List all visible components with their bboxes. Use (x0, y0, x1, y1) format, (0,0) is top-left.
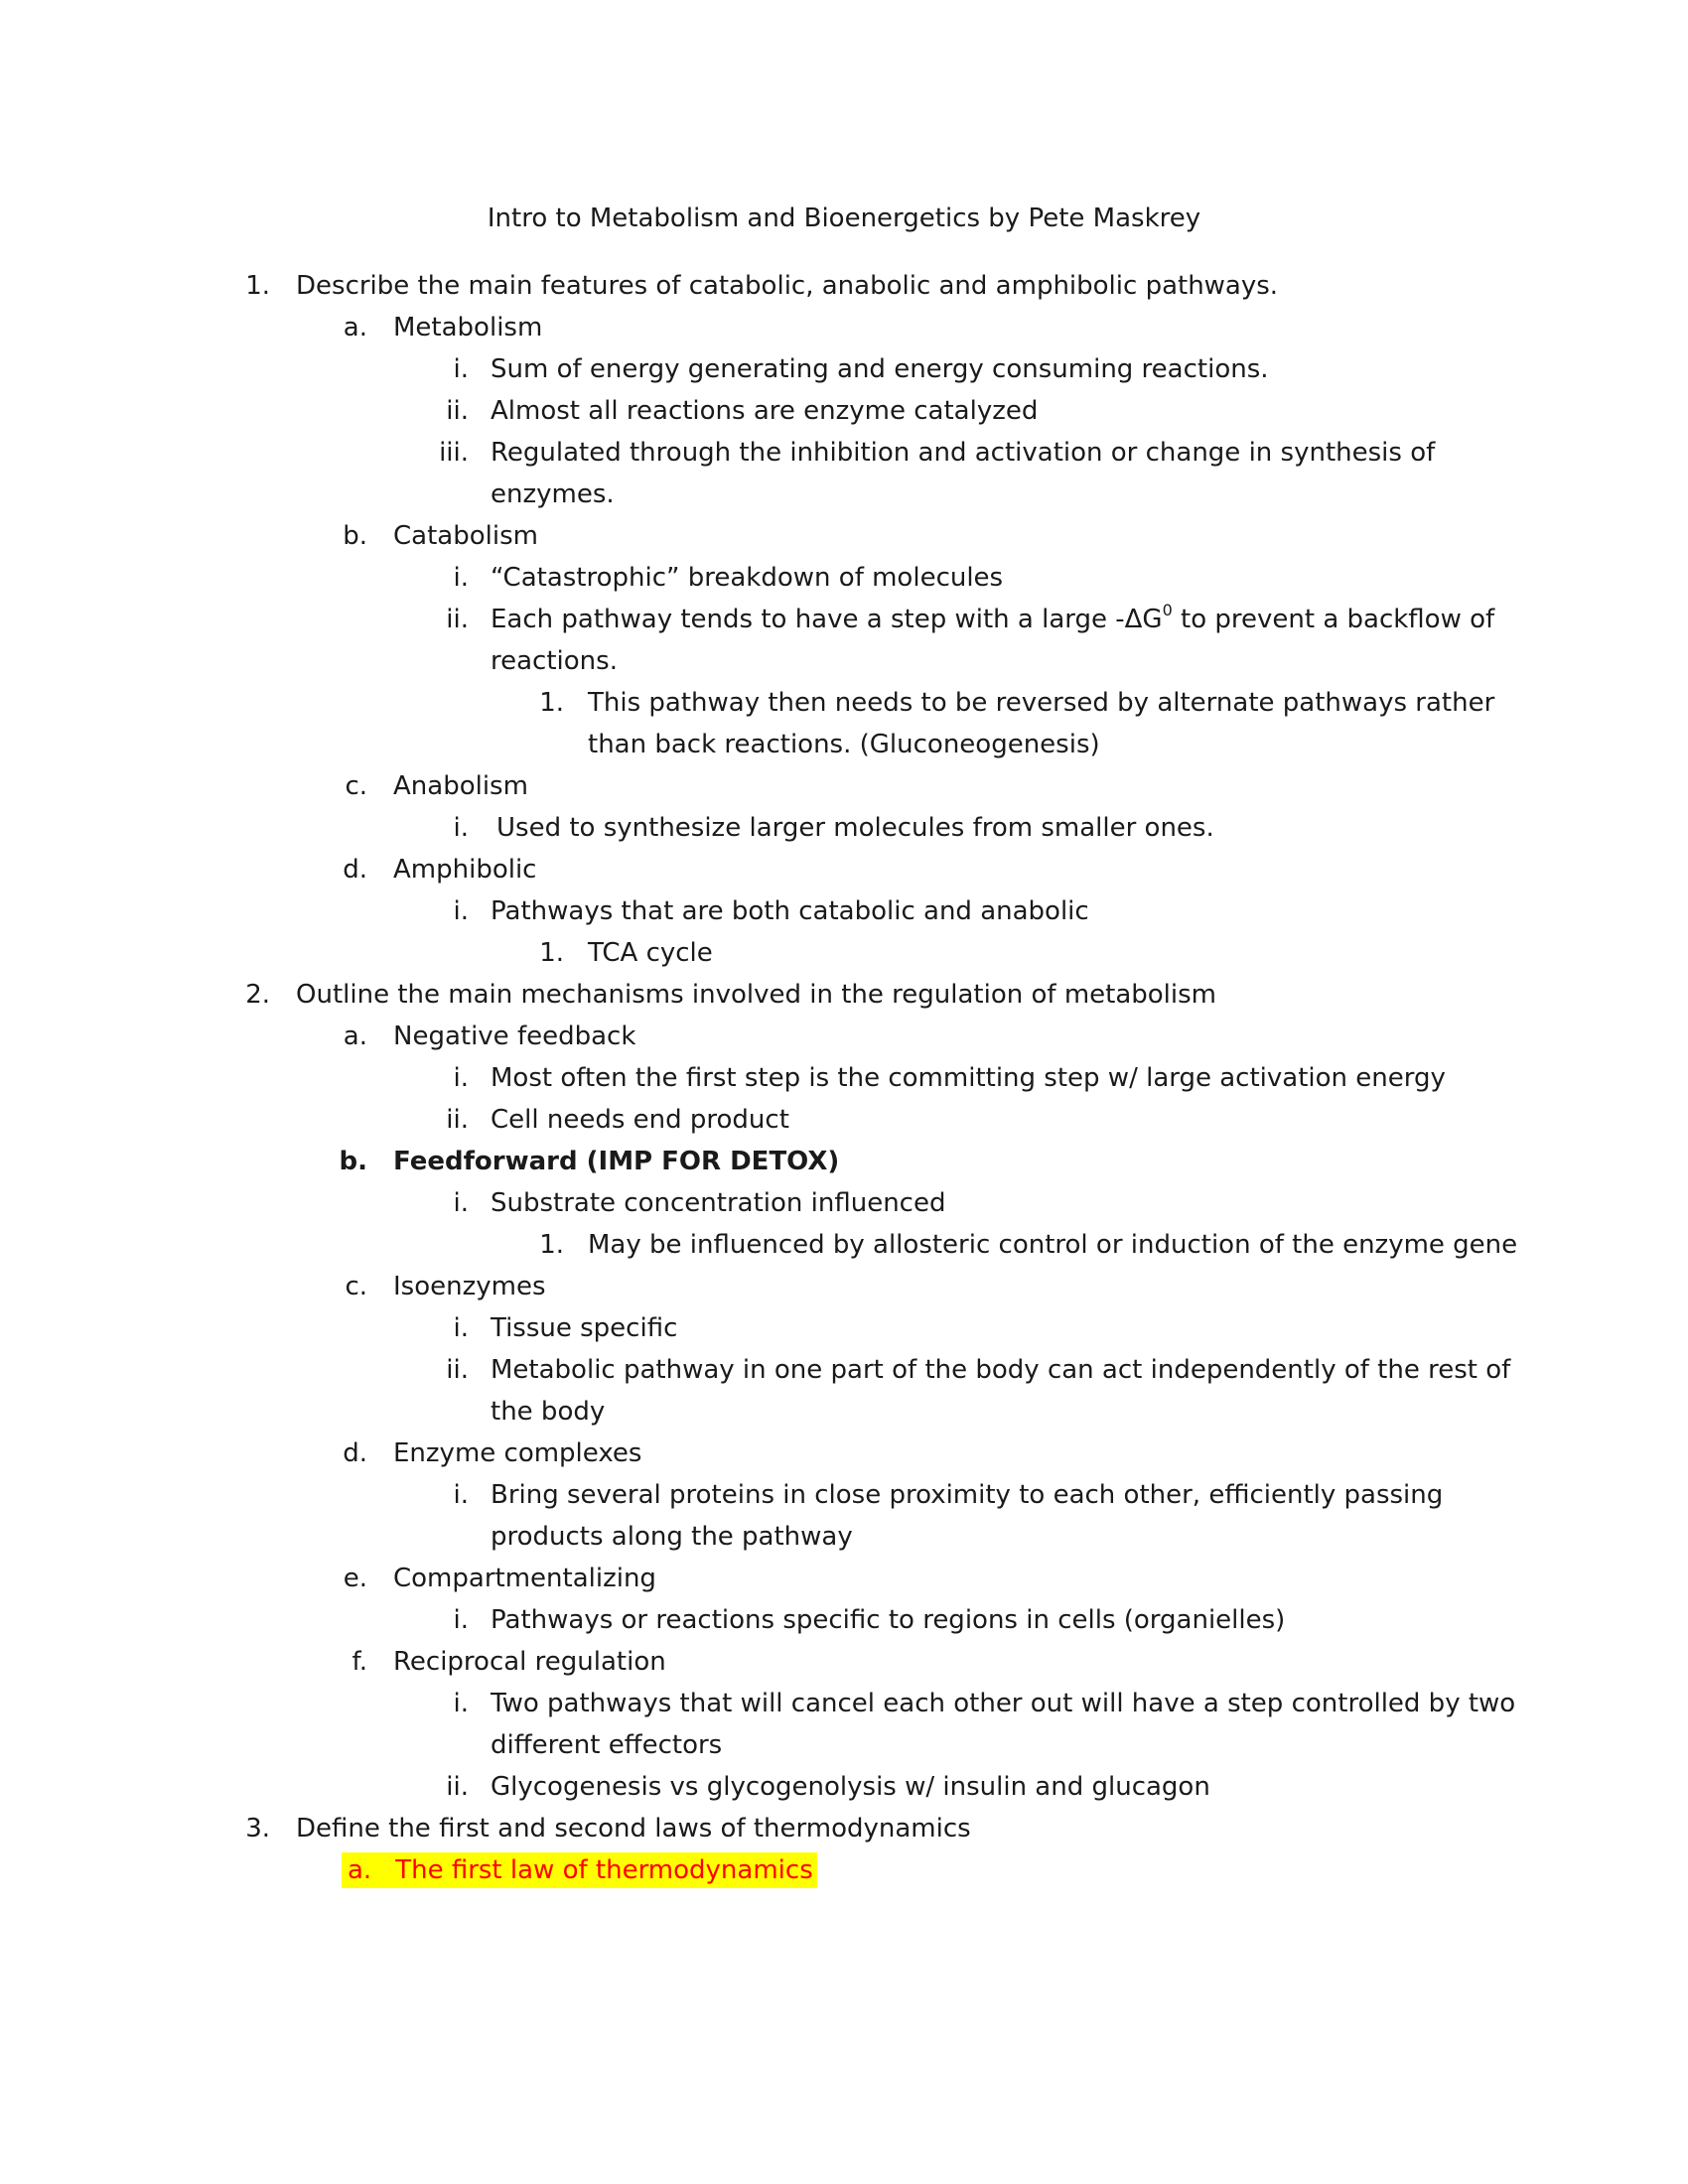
list-letter: e. (343, 1564, 367, 1593)
item-2b-i: Substrate concentration influenced (491, 1188, 946, 1218)
item-3a: The first law of thermodynamics (395, 1855, 813, 1885)
item-1a: Metabolism (393, 313, 543, 342)
list-roman: i. (453, 813, 469, 843)
item-2c-i: Tissue specific (491, 1313, 678, 1343)
list-roman: i. (453, 896, 469, 926)
question-1: Describe the main features of catabolic, anabolic and amphibolic pathways. (296, 271, 1279, 301)
list-number: 2. (245, 980, 270, 1010)
item-2b: Feedforward (IMP FOR DETOX) (393, 1147, 840, 1176)
list-arabic: 1. (539, 938, 564, 968)
item-2b-i-1: May be influenced by allosteric control or induction of the enzyme gene (588, 1230, 1518, 1260)
list-letter: b. (339, 1147, 367, 1176)
item-2d-i-cont: products along the pathway (491, 1522, 853, 1552)
list-roman: ii. (446, 1355, 469, 1385)
list-roman: iii. (439, 438, 469, 468)
list-roman: ii. (446, 1772, 469, 1802)
item-2a: Negative feedback (393, 1022, 636, 1051)
question-3: Define the first and second laws of thermodynamics (296, 1814, 971, 1843)
item-2c-ii: Metabolic pathway in one part of the body can act independently of the rest of (491, 1355, 1511, 1385)
item-1d: Amphibolic (393, 855, 537, 885)
item-2d-i: Bring several proteins in close proximity to each other, efficiently passing (491, 1480, 1444, 1510)
list-roman: ii. (446, 1105, 469, 1135)
item-2a-i: Most often the first step is the committing step w/ large activation energy (491, 1063, 1446, 1093)
item-1c: Anabolism (393, 771, 528, 801)
item-1a-iii-cont: enzymes. (491, 479, 615, 509)
list-letter: d. (343, 855, 367, 885)
list-roman: i. (453, 1480, 469, 1510)
list-letter: b. (343, 521, 367, 551)
list-roman: i. (453, 1313, 469, 1343)
item-1b-ii-text: Each pathway tends to have a step with a large -ΔG (491, 605, 1163, 634)
item-1b-ii-1-cont: than back reactions. (Gluconeogenesis) (588, 730, 1100, 759)
item-2a-ii: Cell needs end product (491, 1105, 789, 1135)
question-2: Outline the main mechanisms involved in the regulation of metabolism (296, 980, 1216, 1010)
list-letter: a. (343, 313, 367, 342)
item-1b-ii-text-end: to prevent a backflow of (1172, 605, 1495, 634)
list-roman: i. (453, 1063, 469, 1093)
item-2f-i: Two pathways that will cancel each other out will have a step controlled by two (491, 1689, 1516, 1718)
item-2c-ii-cont: the body (491, 1397, 606, 1427)
item-2f: Reciprocal regulation (393, 1647, 666, 1677)
list-roman: i. (453, 1689, 469, 1718)
list-letter: a. (343, 1022, 367, 1051)
item-1b-ii (491, 602, 1494, 637)
highlighted-item-3a (342, 1852, 817, 1888)
item-1b-ii-cont: reactions. (491, 646, 618, 676)
item-2e: Compartmentalizing (393, 1564, 656, 1593)
list-roman: i. (453, 1188, 469, 1218)
item-1d-i-1: TCA cycle (588, 938, 713, 968)
list-roman: ii. (446, 605, 469, 634)
superscript-zero: 0 (1162, 601, 1173, 620)
list-letter: d. (343, 1438, 367, 1468)
list-number: 3. (245, 1814, 270, 1843)
list-letter: a. (348, 1855, 372, 1885)
list-letter: c. (345, 1272, 367, 1301)
item-1c-i: Used to synthesize larger molecules from smaller ones. (496, 813, 1214, 843)
item-2e-i: Pathways or reactions specific to regions in cells (organielles) (491, 1605, 1286, 1635)
list-arabic: 1. (539, 1230, 564, 1260)
item-1b: Catabolism (393, 521, 538, 551)
list-letter: f. (352, 1647, 367, 1677)
item-1b-i: “Catastrophic” breakdown of molecules (491, 563, 1004, 593)
item-1a-ii: Almost all reactions are enzyme catalyzed (491, 396, 1039, 426)
list-number: 1. (245, 271, 270, 301)
item-2c: Isoenzymes (393, 1272, 546, 1301)
list-roman: i. (453, 563, 469, 593)
list-roman: i. (453, 354, 469, 384)
document-title: Intro to Metabolism and Bioenergetics by Pete Maskrey (487, 204, 1201, 233)
item-1a-iii: Regulated through the inhibition and activation or change in synthesis of (491, 438, 1436, 468)
item-2d: Enzyme complexes (393, 1438, 642, 1468)
list-arabic: 1. (539, 688, 564, 718)
item-2f-ii: Glycogenesis vs glycogenolysis w/ insulin and glucagon (491, 1772, 1210, 1802)
item-1a-i: Sum of energy generating and energy consuming reactions. (491, 354, 1269, 384)
item-2f-i-cont: different effectors (491, 1730, 723, 1760)
list-letter: c. (345, 771, 367, 801)
item-1d-i: Pathways that are both catabolic and anabolic (491, 896, 1089, 926)
item-1b-ii-1: This pathway then needs to be reversed by alternate pathways rather (588, 688, 1495, 718)
list-roman: i. (453, 1605, 469, 1635)
list-roman: ii. (446, 396, 469, 426)
